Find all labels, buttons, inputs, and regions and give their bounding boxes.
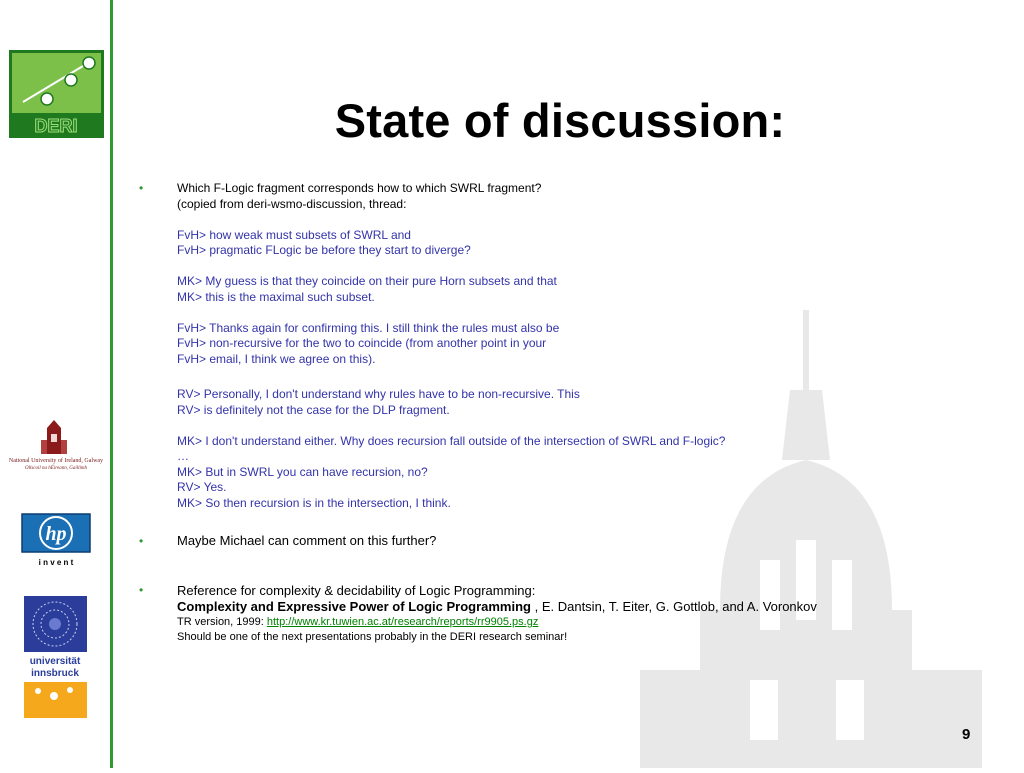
quote-line: MK> But in SWRL you can have recursion, no? <box>177 464 428 479</box>
hp-logo <box>18 512 96 570</box>
nui-galway-irish-name: Ollscoil na hÉireann, Gaillimh <box>24 466 88 471</box>
reference-intro: Reference for complexity & decidability of Logic Programming: <box>177 583 536 598</box>
deri-logo-text: DERI <box>34 116 78 136</box>
reference-tr-link[interactable]: http://www.kr.tuwien.ac.at/research/reports/rr9905.ps.gz <box>266 616 539 628</box>
innsbruck-logo-line1: universität <box>29 656 81 667</box>
quote-line: FvH> non-recursive for the two to coincide (from another point in your <box>177 336 547 350</box>
quote-line: FvH> pragmatic FLogic be before they start to diverge? <box>177 243 471 257</box>
quote-line: FvH> Thanks again for confirming this. I still think the rules must also be <box>177 320 560 335</box>
bullet-dot: • <box>139 583 144 597</box>
nui-galway-name: National University of Ireland, Galway <box>8 458 104 464</box>
source-text: (copied from deri-wsmo-discussion, thread: <box>177 196 407 211</box>
bullet-fragment-question <box>135 181 1015 511</box>
bullet-dot: • <box>139 181 144 195</box>
quote-line: RV> is definitely not the case for the DLP fragment. <box>177 402 450 417</box>
reference-citation <box>177 599 1015 615</box>
reference-tr-line <box>177 615 1015 630</box>
bullet-michael-comment <box>135 533 1015 549</box>
quote-line: MK> My guess is that they coincide on their pure Horn subsets and that <box>177 274 557 288</box>
quote-line: … <box>177 449 189 463</box>
quote-line: MK> I don't understand either. Why does recursion fall outside of the intersection of SWRL and F-logic? <box>177 433 726 448</box>
quote-line: RV> Personally, I don't understand why rules have to be non-recursive. This <box>177 387 580 401</box>
slide-content <box>135 181 1015 645</box>
page-number: 9 <box>962 726 971 743</box>
reference-paper-title: Complexity and Expressive Power of Logic Programming <box>177 599 531 614</box>
quote-line: FvH> email, I think we agree on this). <box>177 351 376 366</box>
innsbruck-logo <box>24 596 87 718</box>
quote-line: RV> Yes. <box>177 480 227 494</box>
innsbruck-logo-line2: innsbruck <box>31 668 79 679</box>
bullet-dot: • <box>139 534 144 548</box>
page-title: State of discussion: <box>334 94 786 148</box>
quote-line: MK> this is the maximal such subset. <box>177 289 375 304</box>
bullet-reference <box>135 583 1015 645</box>
nui-galway-logo <box>3 420 109 476</box>
hp-tagline: i n v e n t <box>38 558 74 567</box>
reference-authors: , E. Dantsin, T. Eiter, G. Gottlob, and A. Voronkov <box>530 599 817 614</box>
reference-tr-prefix: TR version, 1999: <box>177 616 267 628</box>
question-text: Which F-Logic fragment corresponds how to which SWRL fragment? <box>177 181 542 195</box>
michael-comment-text: Maybe Michael can comment on this further? <box>177 533 437 548</box>
quote-line: FvH> how weak must subsets of SWRL and <box>177 227 411 242</box>
hp-logo-text: hp <box>45 523 67 545</box>
reference-note: Should be one of the next presentations probably in the DERI research seminar! <box>177 631 568 643</box>
quote-line: MK> So then recursion is in the intersection, I think. <box>177 495 451 510</box>
